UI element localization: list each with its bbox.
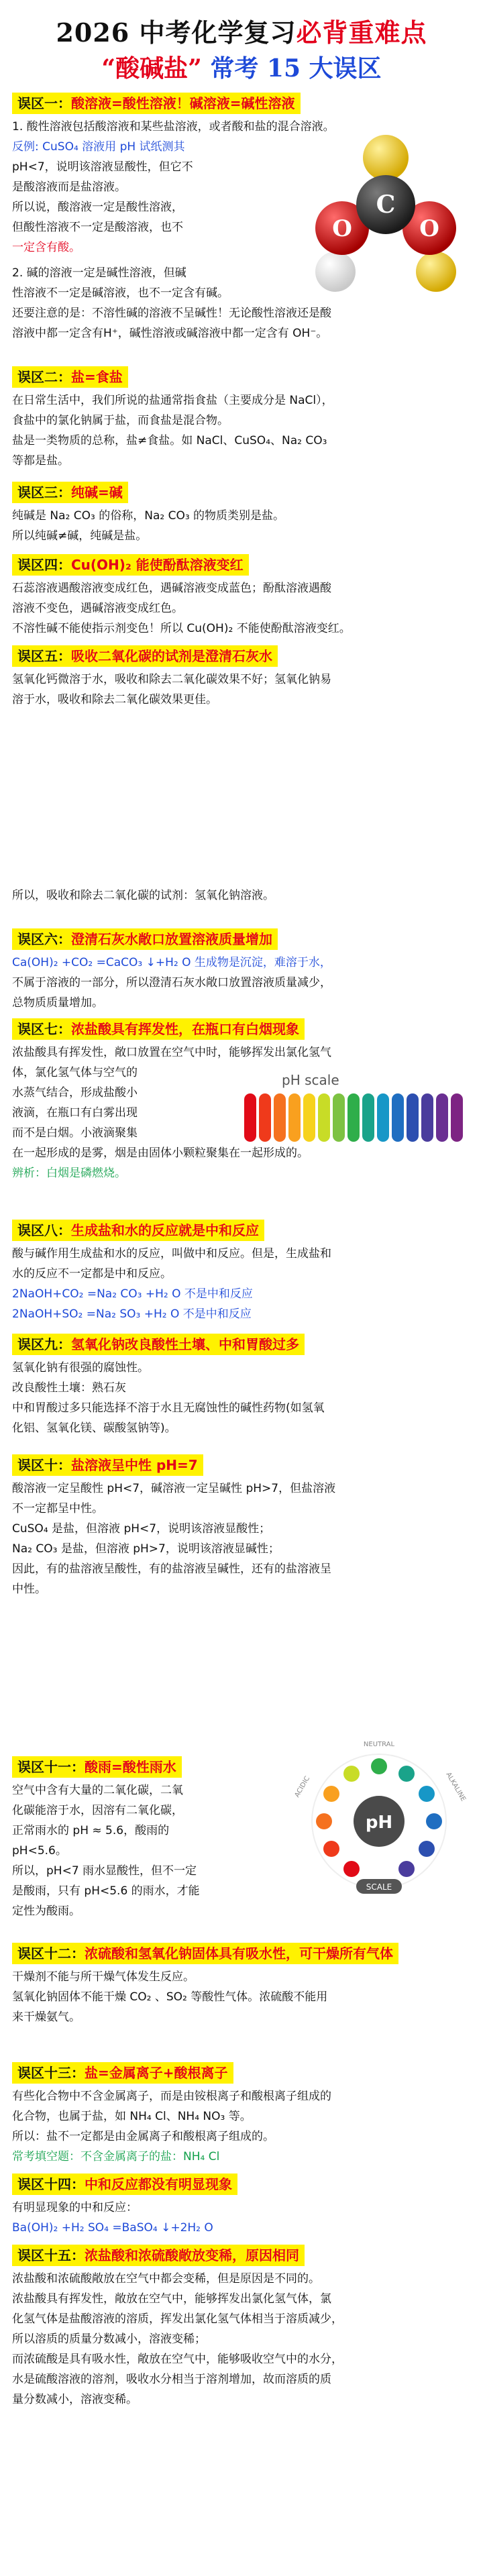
section-11-heading: 误区十一：酸雨=酸性雨水 [12,1756,182,1778]
s6-line: 不属于溶液的一部分，所以澄清石灰水敞口放置溶液质量减少， [12,976,331,989]
section-13 [12,2058,471,2167]
s7-line: 水蒸气结合，形成盐酸小 [12,1086,138,1099]
subtitle-quote: “酸碱盐” [101,54,202,83]
s9-line: 中和胃酸过多只能选择不溶于水且无腐蚀性的碱性药物(如氢氧 [12,1401,325,1415]
s4-line: 石蕊溶液遇酸溶液变成红色，遇碱溶液变成蓝色；酚酞溶液遇酸 [12,582,331,595]
section-4 [12,550,471,639]
ph-scale-label: pH scale [282,1072,339,1088]
s7-line: 辨析：白烟是磷燃烧。 [12,1167,126,1180]
s7-line: 在一起形成的是雾，烟是由固体小颗粒聚集在一起形成的。 [12,1146,309,1160]
s12-line: 氢氧化钠固体不能干燥 CO₂ 、SO₂ 等酸性气体。浓硫酸不能用 [12,1990,328,2004]
wheel-bottom: SCALE [366,1882,392,1892]
s15-line: 量分数减小，溶液变稀。 [12,2393,138,2406]
s13-line: 有些化合物中不含金属离子，而是由铵根离子和酸根离子组成的 [12,2090,331,2103]
page-subtitle [0,50,483,84]
section-14-heading: 误区十四：中和反应都没有明显现象 [12,2174,237,2195]
section-3 [12,478,471,546]
s7-line: 液滴，在瓶口有白雾出现 [12,1106,138,1120]
title-black: 2026 中考化学复习 [56,17,297,48]
s15-line: 浓盐酸具有挥发性，敞放在空气中，能够挥发出氯化氢气体，氯 [12,2292,331,2306]
s1-line: pH<7，说明该溶液显酸性，但它不 [12,160,193,174]
ph-scale [241,1072,470,1165]
s10-line: Na₂ CO₃ 是盐，但溶液 pH>7，说明该溶液显碱性； [12,1542,280,1556]
section-2 [12,362,471,471]
s7-line: 体，氯化氢气体与空气的 [12,1066,138,1079]
s1-line: 所以说，酸溶液一定是酸性溶液， [12,201,183,214]
section-5 [12,641,471,710]
s6-line: 总物质质量增加。 [12,996,103,1010]
s15-line: 而浓硫酸是具有吸水性，敞放在空气中，能够吸收空气中的水分， [12,2353,343,2366]
s3-line: 所以纯碱≠碱，纯碱是盐。 [12,529,148,543]
s8-line: 2NaOH+CO₂ =Na₂ CO₃ +H₂ O 不是中和反应 [12,1287,253,1301]
title-red: 必背重难点 [296,17,427,48]
s1-line: 2. 碱的溶液一定是碱性溶液，但碱 [12,266,186,280]
s7-line: 浓盐酸具有挥发性，敞口放置在空气中时，能够挥发出氯化氢气 [12,1046,331,1059]
section-10-heading: 误区十：盐溶液呈中性 pH=7 [12,1454,203,1476]
s1-line: 但酸性溶液不一定是酸溶液，也不 [12,221,183,234]
s13-line: 所以：盐不一定都是由金属离子和酸根离子组成的。 [12,2130,274,2143]
s14-line: 有明显现象的中和反应： [12,2201,138,2214]
section-5-heading: 误区五：吸收二氧化碳的试剂是澄清石灰水 [12,645,278,667]
s5-line: 溶于水，吸收和除去二氧化碳效果更佳。 [12,693,217,706]
s3-line: 纯碱是 Na₂ CO₃ 的俗称，Na₂ CO₃ 的物质类别是盐。 [12,509,285,523]
s2-line: 在日常生活中，我们所说的盐通常指食盐（主要成分是 NaCl）， [12,394,333,407]
s11-line: pH<5.6。 [12,1844,67,1858]
section-13-heading: 误区十三：盐=金属离子+酸根离子 [12,2062,233,2084]
s6-line: Ca(OH)₂ +CO₂ =CaCO₃ ↓+H₂ O 生成物是沉淀，难溶于水， [12,956,331,969]
section-8-heading: 误区八：生成盐和水的反应就是中和反应 [12,1220,264,1241]
section-15 [12,2241,471,2410]
s15-line: 浓盐酸和浓硫酸敞放在空气中都会变稀，但是原因是不同的。 [12,2272,320,2286]
s1-line: 溶液中都一定含有H⁺，碱性溶液或碱溶液中都一定含有 OH⁻。 [12,327,328,340]
s8-line: 2NaOH+SO₂ =Na₂ SO₃ +H₂ O 不是中和反应 [12,1307,252,1321]
s11-line: 定性为酸雨。 [12,1904,80,1918]
s8-line: 酸与碱作用生成盐和水的反应，叫做中和反应。但是，生成盐和 [12,1247,331,1260]
section-3-heading: 误区三：纯碱=碱 [12,482,128,503]
section-8 [12,1216,471,1324]
s5-tail: 所以，吸收和除去二氧化碳的试剂：氢氧化钠溶液。 [12,889,274,902]
molecule-image [295,127,476,302]
s10-line: 因此，有的盐溶液呈酸性，有的盐溶液呈碱性，还有的盐溶液呈 [12,1562,331,1576]
s15-line: 所以溶质的质量分数减小，溶液变稀； [12,2332,206,2346]
s12-line: 来干燥氨气。 [12,2010,80,2024]
s11-line: 化碳能溶于水，因溶有二氧化碳， [12,1804,183,1817]
s4-line: 不溶性碱不能使指示剂变色！所以 Cu(OH)₂ 不能使酚酞溶液变红。 [12,622,351,635]
s9-line: 化铝、氢氧化镁、碳酸氢钠等)。 [12,1421,176,1435]
s9-line: 氢氧化钠有很强的腐蚀性。 [12,1361,149,1375]
section-12 [12,1939,471,2027]
section-15-heading: 误区十五：浓盐酸和浓硫酸敞放变稀，原因相同 [12,2245,305,2266]
s4-line: 溶液不变色，遇碱溶液变成红色。 [12,602,183,615]
s11-line: 是酸雨，只有 pH<5.6 的雨水，才能 [12,1884,200,1898]
s2-line: 食盐中的氯化钠属于盐，而食盐是混合物。 [12,414,229,427]
s2-line: 等都是盐。 [12,454,69,468]
s8-line: 水的反应不一定都是中和反应。 [12,1267,172,1281]
ph-scale-graphic [241,1088,470,1162]
s1-line: 一定含有酸。 [12,241,80,254]
section-2-heading: 误区二：盐=食盐 [12,366,128,388]
s10-line: 中性。 [12,1582,46,1596]
s15-line: 水是硫酸溶液的溶剂，吸收水分相当于溶剂增加，故而溶质的质 [12,2373,331,2386]
wheel-top: NEUTRAL [363,1741,395,1748]
s1-line: 反例: CuSO₄ 溶液用 pH 试纸测其 [12,140,185,154]
s15-line: 化氢气体是盐酸溶液的溶质，挥发出氯化氢气体相当于溶质减少， [12,2312,343,2326]
section-14 [12,2169,471,2238]
s1-line: 性溶液不一定是碱溶液，也不一定含有碱。 [12,286,229,300]
s11-line: 正常雨水的 pH ≈ 5.6，酸雨的 [12,1824,170,1837]
s9-line: 改良酸性土壤：熟石灰 [12,1381,126,1395]
section-7-heading: 误区七：浓盐酸具有挥发性，在瓶口有白烟现象 [12,1018,305,1040]
s14-line: Ba(OH)₂ +H₂ SO₄ =BaSO₄ ↓+2H₂ O [12,2221,213,2235]
s11-line: 空气中含有大量的二氧化碳，二氧 [12,1784,183,1797]
s13-line: 化合物，也属于盐，如 NH₄ Cl、NH₄ NO₃ 等。 [12,2110,252,2123]
s7-line: 而不是白烟。小液滴聚集 [12,1126,138,1140]
s1-line: 1. 酸性溶液包括酸溶液和某些盐溶液，或者酸和盐的混合溶液。 [12,120,335,133]
section-5-tail [12,885,471,906]
s10-line: 酸溶液一定呈酸性 pH<7，碱溶液一定呈碱性 pH>7，但盐溶液 [12,1482,336,1495]
wheel-center: pH [365,1813,393,1833]
svg-text:C: C [376,191,396,219]
wheel-left: ACIDIC [293,1775,312,1799]
s10-line: 不一定都呈中性。 [12,1502,103,1515]
section-9 [12,1330,471,1438]
s2-line: 盐是一类物质的总称，盐≠食盐。如 NaCl、CuSO₄、Na₂ CO₃ [12,434,327,447]
section-12-heading: 误区十二：浓硫酸和氢氧化钠固体具有吸水性，可干燥所有气体 [12,1943,398,1964]
svg-text:O: O [419,215,439,242]
section-4-heading: 误区四：Cu(OH)₂ 能使酚酞溶液变红 [12,554,249,576]
svg-text:O: O [332,215,352,242]
section-10 [12,1450,471,1599]
s13-line: 常考填空题：不含金属离子的盐：NH₄ Cl [12,2150,220,2163]
section-9-heading: 误区九：氢氧化钠改良酸性土壤、中和胃酸过多 [12,1334,305,1355]
s1-line: 还要注意的是：不溶性碱的溶液不呈碱性！无论酸性溶液还是酸 [12,307,331,320]
s12-line: 干燥剂不能与所干燥气体发生反应。 [12,1970,195,1984]
page-title [0,12,483,49]
s5-line: 氢氧化钙微溶于水，吸收和除去二氧化碳效果不好；氢氧化钠易 [12,673,331,686]
section-6-heading: 误区六：澄清石灰水敞口放置溶液质量增加 [12,928,278,950]
ph-wheel [288,1731,470,1912]
section-1-heading: 误区一：酸溶液=酸性溶液！碱溶液=碱性溶液 [12,93,301,114]
section-6 [12,924,471,1013]
subtitle-rest: 常考 15 大误区 [210,54,382,83]
s1-line: 是酸溶液而是盐溶液。 [12,180,126,194]
s10-line: CuSO₄ 是盐，但溶液 pH<7，说明该溶液显酸性； [12,1522,271,1536]
wheel-right: ALKALINE [444,1771,467,1803]
s11-line: 所以，pH<7 雨水显酸性，但不一定 [12,1864,197,1878]
